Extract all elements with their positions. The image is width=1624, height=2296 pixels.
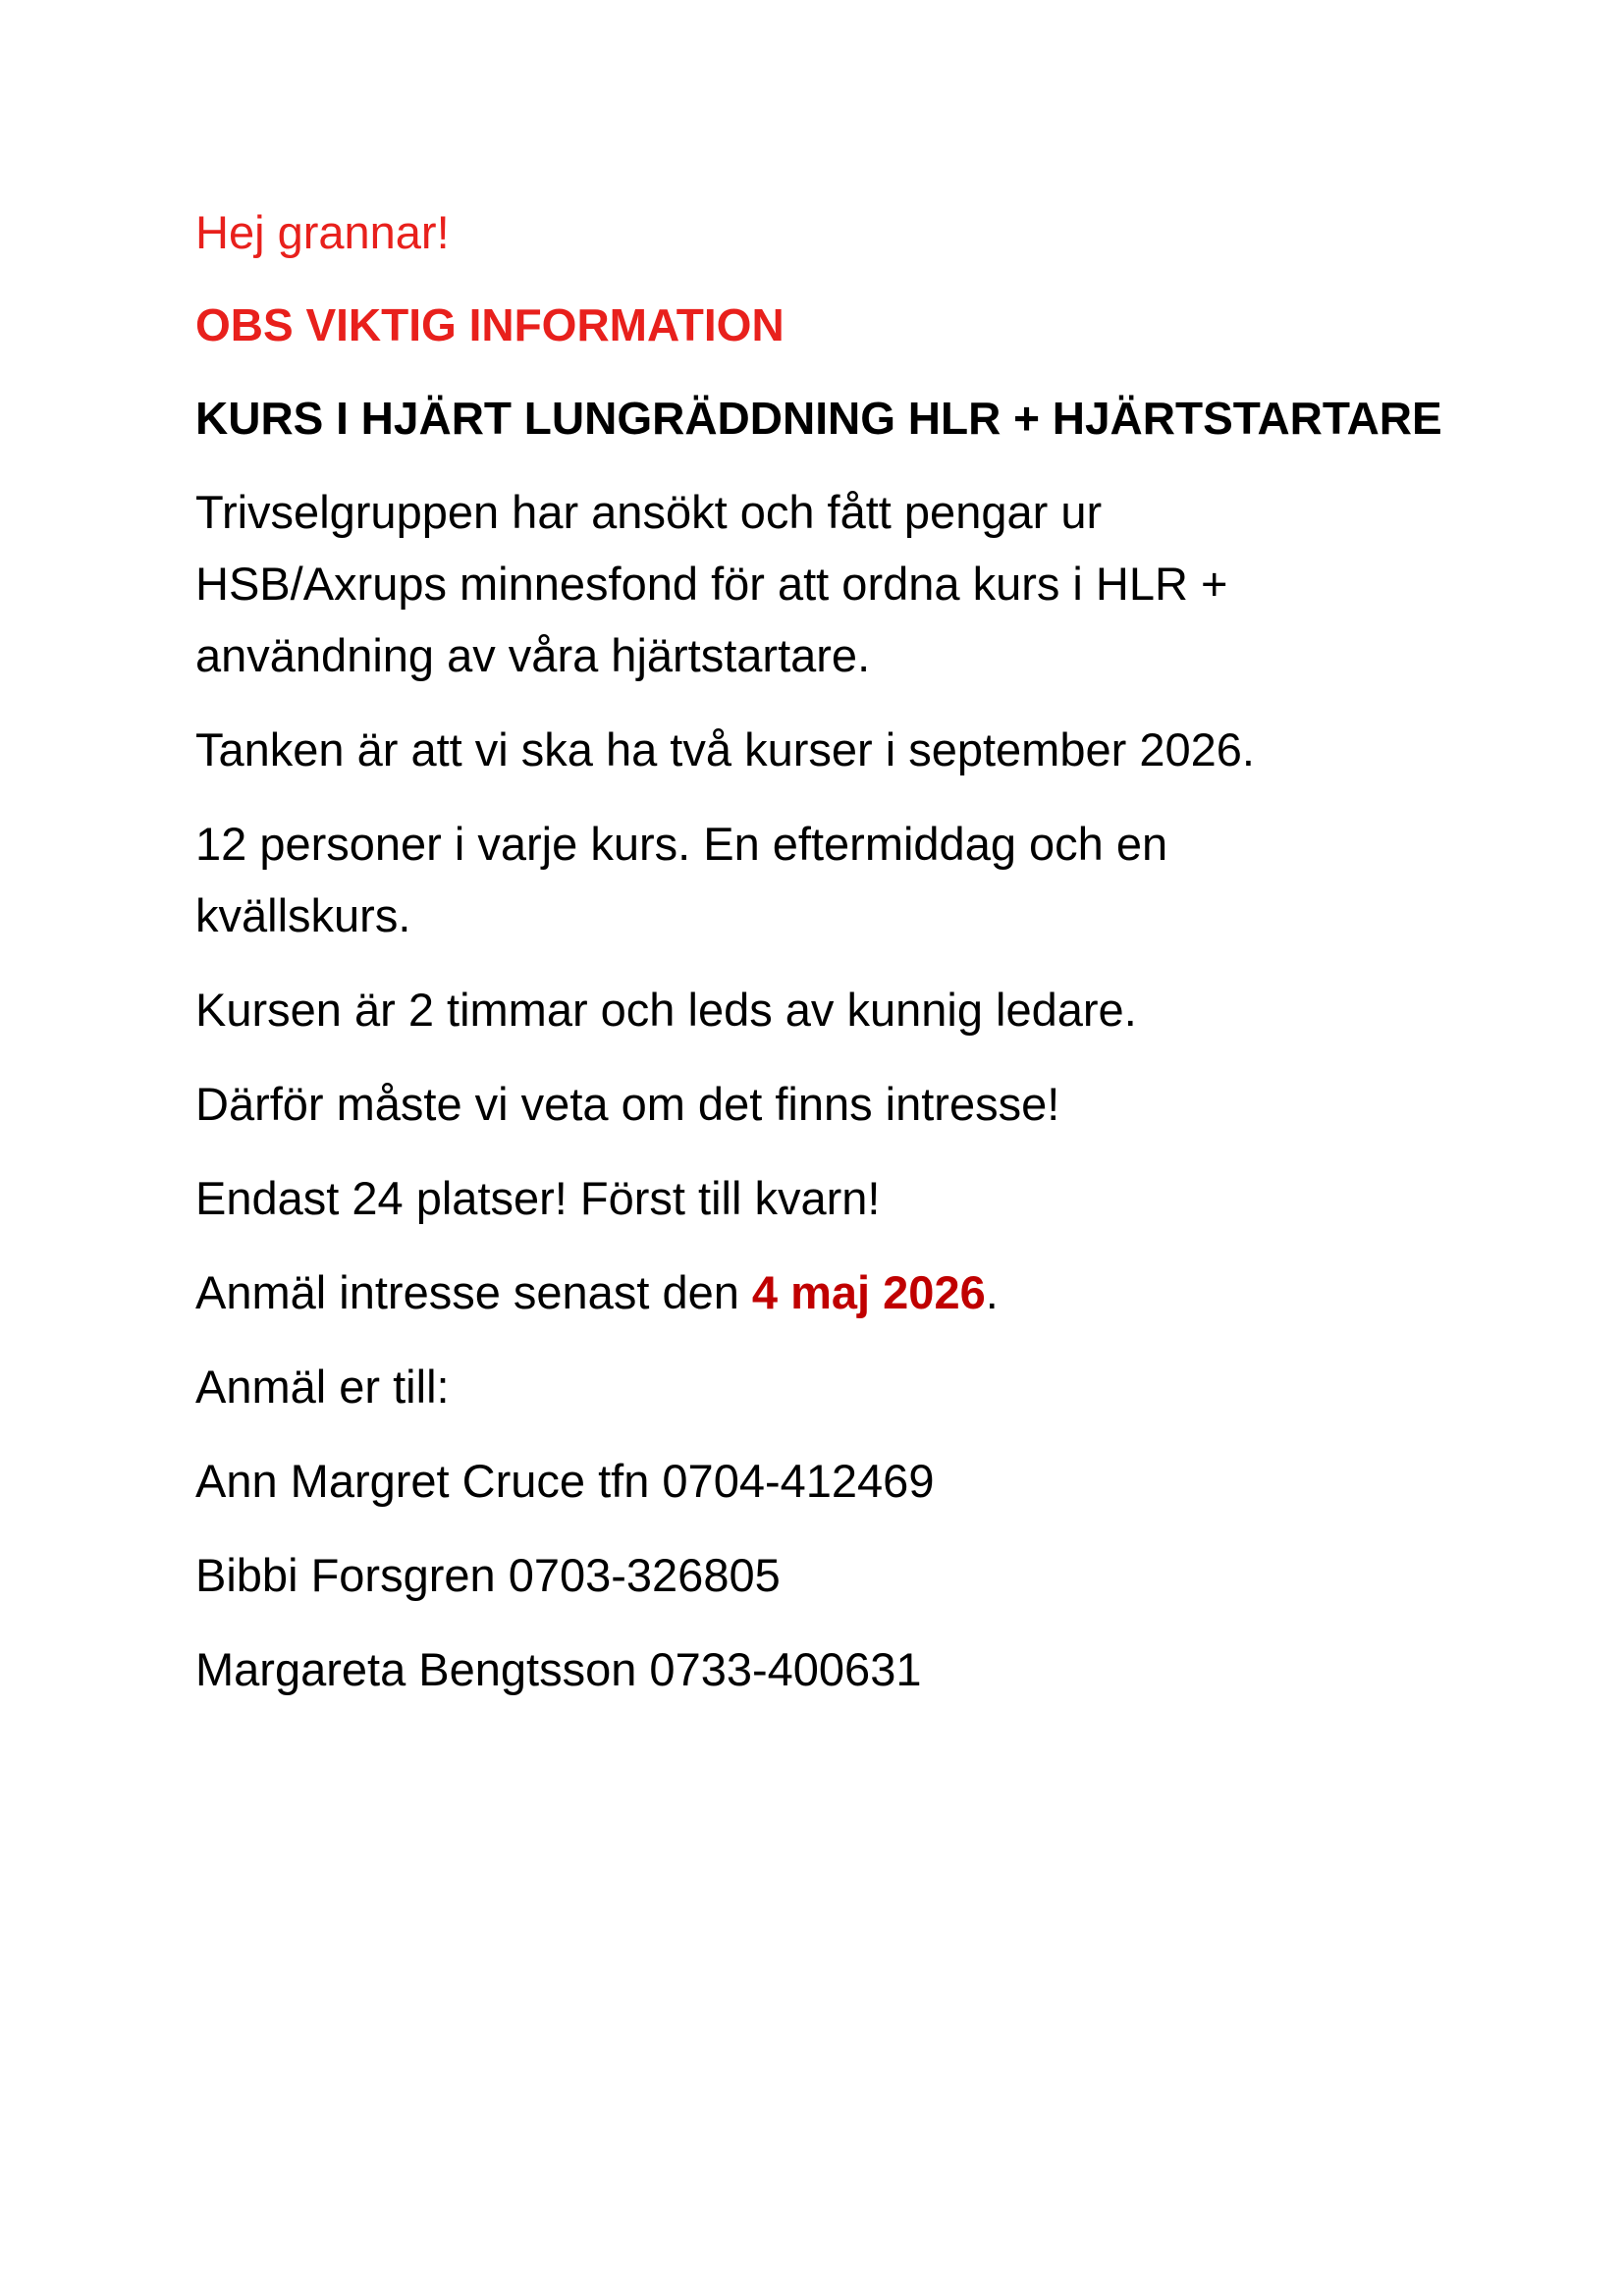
interest-paragraph: Därför måste vi veta om det finns intresse! [195, 1078, 1060, 1130]
capacity-line-2: kvällskurs. [195, 889, 411, 941]
seats-paragraph: Endast 24 platser! Först till kvarn! [195, 1172, 881, 1224]
intro-line-3: användning av våra hjärtstartare. [195, 629, 871, 681]
deadline-prefix: Anmäl intresse senast den [195, 1266, 752, 1318]
intro-line-1: Trivselgruppen har ansökt och fått pengar ur [195, 486, 1103, 538]
greeting: Hej grannar! [195, 206, 450, 258]
intro-line-2: HSB/Axrups minnesfond för att ordna kurs i HLR + [195, 558, 1228, 610]
course-heading: KURS I HJÄRT LUNGRÄDDNING HLR + HJÄRTSTARTARE [195, 393, 1442, 444]
contact-line: Bibbi Forsgren 0703-326805 [195, 1549, 781, 1601]
deadline-suffix: . [985, 1266, 999, 1318]
contacts-label: Anmäl er till: [195, 1361, 450, 1413]
deadline-paragraph [195, 1256, 1472, 1328]
duration-paragraph: Kursen är 2 timmar och leds av kunnig ledare. [195, 984, 1137, 1036]
deadline-date: 4 maj 2026 [751, 1266, 986, 1318]
plan-paragraph: Tanken är att vi ska ha två kurser i september 2026. [195, 723, 1255, 775]
capacity-paragraph [195, 808, 1472, 951]
contact-line: Margareta Bengtsson 0733-400631 [195, 1643, 922, 1695]
intro-paragraph [195, 476, 1472, 691]
contact-line: Ann Margret Cruce tfn 0704-412469 [195, 1455, 935, 1507]
document-body [195, 196, 1472, 1705]
important-notice: OBS VIKTIG INFORMATION [195, 299, 785, 350]
capacity-line-1: 12 personer i varje kurs. En eftermiddag och en [195, 818, 1168, 870]
